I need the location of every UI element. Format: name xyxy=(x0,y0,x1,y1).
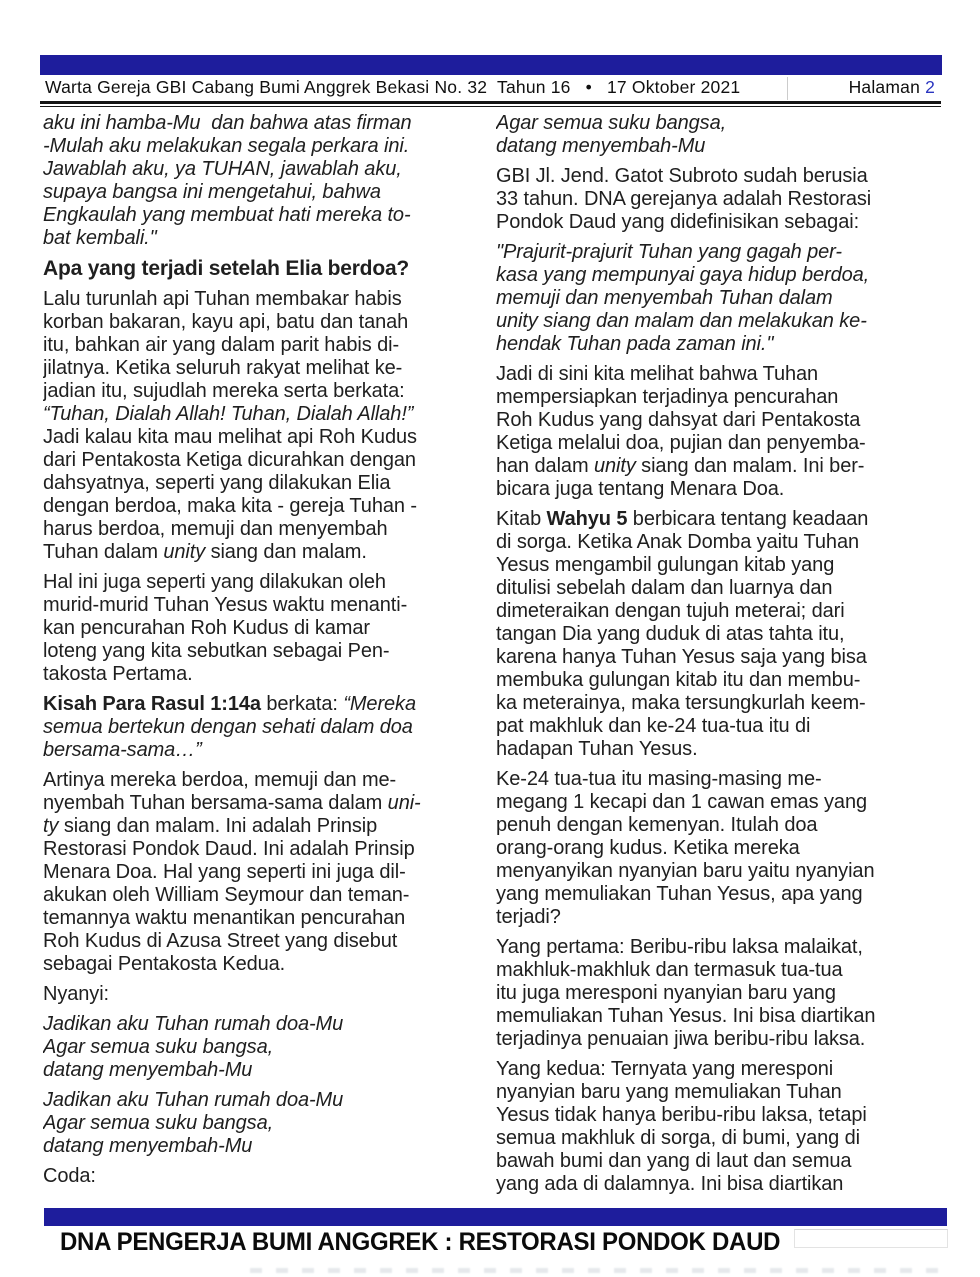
paragraph xyxy=(43,112,482,250)
text-line: "Prajurit-prajurit Tuhan yang gagah per- xyxy=(496,241,842,263)
left-column xyxy=(43,112,482,1203)
text-line: ditulisi sebelah dalam dan luarnya dan xyxy=(496,577,833,599)
text-line: Roh Kudus yang dahsyat dari Pentakosta xyxy=(496,409,861,431)
text-line: ka meterainya, maka tersungkurlah keem- xyxy=(496,692,866,714)
text-line: dimeteraikan dengan tujuh meterai; dari xyxy=(496,600,845,622)
text-line: Yang kedua: Ternyata yang meresponi xyxy=(496,1058,834,1080)
paragraph xyxy=(496,936,949,1051)
paragraph xyxy=(496,112,949,158)
text-line: Artinya mereka berdoa, memuji dan me- xyxy=(43,769,397,791)
text-line: terjadi? xyxy=(496,906,561,928)
text-line: takosta Pertama. xyxy=(43,663,193,685)
paragraph xyxy=(43,288,482,564)
text-line: nyembah Tuhan bersama-sama dalam uni- xyxy=(43,792,421,814)
text-line: Agar semua suku bangsa, xyxy=(43,1112,274,1134)
text-line: Pondok Daud yang didefinisikan sebagai: xyxy=(496,211,860,233)
text-line: Lalu turunlah api Tuhan membakar habis xyxy=(43,288,402,310)
text-line: orang-orang kudus. Ketika mereka xyxy=(496,837,800,859)
text-line: Jadikan aku Tuhan rumah doa-Mu xyxy=(43,1013,344,1035)
text-line: bersama-sama…” xyxy=(43,739,202,761)
text-line: datang menyembah-Mu xyxy=(496,135,706,157)
text-line: kasa yang mempunyai gaya hidup berdoa, xyxy=(496,264,870,286)
text-line: itu juga meresponi nyanyian baru yang xyxy=(496,982,836,1004)
paragraph xyxy=(496,1058,949,1196)
text-line: yang ada di dalamnya. Ini bisa diartikan xyxy=(496,1173,844,1195)
header-title-group xyxy=(45,77,740,98)
header-navy-bar xyxy=(40,55,942,75)
text-line: megang 1 kecapi dan 1 cawan emas yang xyxy=(496,791,867,813)
paragraph xyxy=(496,363,949,501)
text-line: loteng yang kita sebutkan sebagai Pen- xyxy=(43,640,390,662)
text-line: jadian itu, sujudlah mereka serta berkata: xyxy=(43,380,405,402)
right-column xyxy=(496,112,949,1203)
paragraph xyxy=(43,1165,482,1188)
text-line: bawah bumi dan yang di laut dan semua xyxy=(496,1150,852,1172)
paragraph xyxy=(43,693,482,762)
page-indicator xyxy=(849,77,935,98)
footer-headline: DNA PENGERJA BUMI ANGGREK : RESTORASI PONDOK DAUD xyxy=(60,1228,781,1256)
text-line: “Tuhan, Dialah Allah! Tuhan, Dialah Allah!” xyxy=(43,403,414,425)
text-line: ty siang dan malam. Ini adalah Prinsip xyxy=(43,815,378,837)
text-line: Ketiga melalui doa, pujian dan penyemba- xyxy=(496,432,866,454)
text-line: akukan oleh William Seymour dan teman- xyxy=(43,884,410,906)
paragraph xyxy=(43,983,482,1006)
text-line: Roh Kudus di Azusa Street yang disebut xyxy=(43,930,398,952)
text-line: Yesus mengambil gulungan kitab yang xyxy=(496,554,835,576)
text-line: membuka gulungan kitab itu dan membu- xyxy=(496,669,861,691)
section-heading xyxy=(43,257,482,280)
text-line: Nyanyi: xyxy=(43,983,109,1005)
paragraph xyxy=(496,508,949,761)
text-line: Coda: xyxy=(43,1165,96,1187)
text-line: Jadi kalau kita mau melihat api Roh Kudus xyxy=(43,426,417,448)
text-line: han dalam unity siang dan malam. Ini ber- xyxy=(496,455,865,477)
text-line: terjadinya penuaian jiwa beribu-ribu laksa. xyxy=(496,1028,866,1050)
text-line: datang menyembah-Mu xyxy=(43,1059,253,1081)
text-line: jilatnya. Ketika seluruh rakyat melihat ke- xyxy=(43,357,403,379)
text-line: murid-murid Tuhan Yesus waktu menanti- xyxy=(43,594,408,616)
text-line: Apa yang terjadi setelah Elia berdoa? xyxy=(43,257,410,280)
text-line: Agar semua suku bangsa, xyxy=(496,112,727,134)
text-line: Menara Doa. Hal yang seperti ini juga dil- xyxy=(43,861,406,883)
text-line: supaya bangsa ini mengetahui, bahwa xyxy=(43,181,381,203)
text-line: Jadikan aku Tuhan rumah doa-Mu xyxy=(43,1089,344,1111)
text-line: Yang pertama: Beribu-ribu laksa malaikat, xyxy=(496,936,863,958)
text-line: pat makhluk dan ke-24 tua-tua itu di xyxy=(496,715,811,737)
article-body xyxy=(43,112,949,1203)
text-line: sebagai Pentakosta Kedua. xyxy=(43,953,286,975)
text-line: Engkaulah yang membuat hati mereka to- xyxy=(43,204,411,226)
page-number: 2 xyxy=(925,77,935,97)
text-line: di sorga. Ketika Anak Domba yaitu Tuhan xyxy=(496,531,859,553)
text-line: semua bertekun dengan sehati dalam doa xyxy=(43,716,413,738)
text-line: dari Pentakosta Ketiga dicurahkan dengan xyxy=(43,449,416,471)
text-line: bicara juga tentang Menara Doa. xyxy=(496,478,785,500)
text-line: korban bakaran, kayu api, batu dan tanah xyxy=(43,311,409,333)
text-line: mempersiapkan terjadinya pencurahan xyxy=(496,386,839,408)
text-line: hadapan Tuhan Yesus. xyxy=(496,738,698,760)
text-line: unity siang dan malam dan melakukan ke- xyxy=(496,310,867,332)
text-line: itu, bahkan air yang dalam parit habis di- xyxy=(43,334,400,356)
text-line: dahsyatnya, seperti yang dilakukan Elia xyxy=(43,472,391,494)
paragraph xyxy=(496,165,949,234)
text-line: Ke-24 tua-tua itu masing-masing me- xyxy=(496,768,822,790)
text-line: Jadi di sini kita melihat bahwa Tuhan xyxy=(496,363,819,385)
text-line: Hal ini juga seperti yang dilakukan oleh xyxy=(43,571,386,593)
text-line: -Mulah aku melakukan segala perkara ini. xyxy=(43,135,410,157)
text-line: Kitab Wahyu 5 berbicara tentang keadaan xyxy=(496,508,869,530)
newsletter-header xyxy=(45,77,935,98)
text-line: GBI Jl. Jend. Gatot Subroto sudah berusia xyxy=(496,165,868,187)
newsletter-title: Warta Gereja GBI Cabang Bumi Anggrek Bekasi No. 32 Tahun 16 xyxy=(45,77,571,97)
text-line: Yesus tidak hanya beribu-ribu laksa, tetapi xyxy=(496,1104,867,1126)
text-line: karena hanya Tuhan Yesus saja yang bisa xyxy=(496,646,867,668)
text-line: penuh dengan kemenyan. Itulah doa xyxy=(496,814,818,836)
paragraph xyxy=(43,571,482,686)
text-line: Jawablah aku, ya TUHAN, jawablah aku, xyxy=(43,158,402,180)
text-line: Kisah Para Rasul 1:14a berkata: “Mereka xyxy=(43,693,416,715)
text-line: tangan Dia yang duduk di atas tahta itu, xyxy=(496,623,845,645)
text-line: 33 tahun. DNA gerejanya adalah Restorasi xyxy=(496,188,872,210)
text-line: memuji dan menyembah Tuhan dalam xyxy=(496,287,833,309)
paragraph xyxy=(43,769,482,976)
text-line: Restorasi Pondok Daud. Ini adalah Prinsip xyxy=(43,838,415,860)
header-rule xyxy=(40,101,941,107)
paragraph xyxy=(43,1013,482,1082)
page-label: Halaman xyxy=(848,77,926,97)
text-line: harus berdoa, memuji dan menyembah xyxy=(43,518,388,540)
cut-off-next-line xyxy=(250,1268,950,1273)
paragraph xyxy=(496,241,949,356)
text-line: kan pencurahan Roh Kudus di kamar xyxy=(43,617,370,639)
text-line: temannya waktu menantikan pencurahan xyxy=(43,907,406,929)
paragraph xyxy=(496,768,949,929)
text-line: nyanyian baru yang memuliakan Tuhan xyxy=(496,1081,842,1103)
footer-navy-bar xyxy=(44,1208,947,1226)
text-line: bat kembali." xyxy=(43,227,157,249)
newsletter-date: 17 Oktober 2021 xyxy=(606,77,741,97)
text-line: Tuhan dalam unity siang dan malam. xyxy=(43,541,367,563)
text-line: menyanyikan nyanyian baru yaitu nyanyian xyxy=(496,860,875,882)
text-line: Agar semua suku bangsa, xyxy=(43,1036,274,1058)
text-line: makhluk-makhluk dan termasuk tua-tua xyxy=(496,959,843,981)
text-line: semua makhluk di sorga, di bumi, yang di xyxy=(496,1127,860,1149)
text-line: aku ini hamba-Mu dan bahwa atas firman xyxy=(43,112,412,134)
text-line: dengan berdoa, maka kita - gereja Tuhan - xyxy=(43,495,417,517)
footer-right-cell-border xyxy=(794,1229,948,1248)
text-line: datang menyembah-Mu xyxy=(43,1135,253,1157)
text-line: memuliakan Tuhan Yesus. Ini bisa diartikan xyxy=(496,1005,876,1027)
paragraph xyxy=(43,1089,482,1158)
text-line: yang memuliakan Tuhan Yesus, apa yang xyxy=(496,883,863,905)
bullet-icon: • xyxy=(585,77,592,97)
text-line: hendak Tuhan pada zaman ini." xyxy=(496,333,774,355)
